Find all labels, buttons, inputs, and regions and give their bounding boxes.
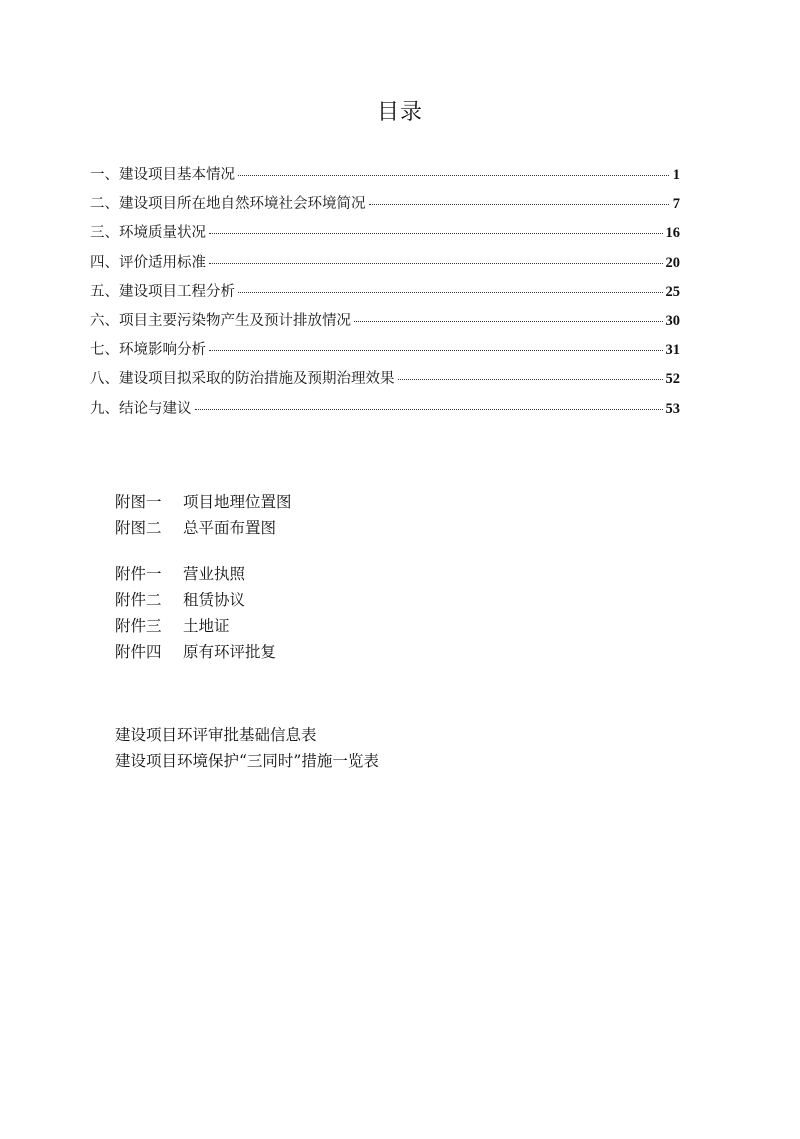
toc-entry-label: 四、评价适用标准 bbox=[90, 254, 206, 271]
figure-item bbox=[115, 515, 292, 541]
toc-dot-leader bbox=[354, 321, 663, 322]
toc-dot-leader bbox=[398, 379, 663, 380]
figure-code: 附图二 bbox=[115, 519, 162, 537]
toc-entry-label: 七、环境影响分析 bbox=[90, 342, 206, 359]
toc-entry-page: 30 bbox=[665, 312, 680, 329]
toc-entry-label: 六、项目主要污染物产生及预计排放情况 bbox=[90, 312, 351, 329]
toc-entry-6[interactable] bbox=[90, 309, 680, 338]
toc-entry-4[interactable] bbox=[90, 251, 680, 280]
toc-entry-page: 25 bbox=[665, 283, 680, 300]
toc-entry-label: 二、建设项目所在地自然环境社会环境简况 bbox=[90, 196, 366, 213]
attachment-code: 附件一 bbox=[115, 565, 162, 583]
toc-entry-9[interactable] bbox=[90, 397, 680, 426]
toc-entry-label: 八、建设项目拟采取的防治措施及预期治理效果 bbox=[90, 371, 395, 388]
toc-entry-page: 1 bbox=[672, 167, 680, 183]
toc-entry-page: 31 bbox=[665, 342, 680, 359]
toc-entry-page: 52 bbox=[665, 371, 680, 388]
attachment-code: 附件二 bbox=[115, 591, 162, 609]
toc-entry-3[interactable] bbox=[90, 221, 680, 250]
attachment-code: 附件四 bbox=[115, 643, 162, 661]
toc-dot-leader bbox=[209, 263, 663, 264]
toc-entry-7[interactable] bbox=[90, 338, 680, 367]
toc-entry-label: 五、建设项目工程分析 bbox=[90, 283, 235, 300]
figure-code: 附图一 bbox=[115, 493, 162, 511]
toc-dot-leader bbox=[209, 350, 663, 351]
toc-entry-2[interactable] bbox=[90, 192, 680, 221]
toc-dot-leader bbox=[369, 204, 670, 205]
table-of-contents bbox=[90, 163, 680, 426]
toc-dot-leader bbox=[238, 292, 663, 293]
toc-dot-leader bbox=[209, 233, 663, 234]
table-item: 建设项目环评审批基础信息表 bbox=[115, 726, 317, 744]
figure-name: 项目地理位置图 bbox=[183, 493, 292, 511]
toc-entry-page: 20 bbox=[665, 254, 680, 271]
toc-dot-leader bbox=[238, 175, 669, 176]
toc-entry-page: 7 bbox=[672, 196, 680, 213]
attachment-item bbox=[115, 613, 276, 639]
toc-dot-leader bbox=[195, 409, 663, 410]
figure-name: 总平面布置图 bbox=[183, 519, 277, 537]
toc-entry-5[interactable] bbox=[90, 280, 680, 309]
attachment-item bbox=[115, 587, 276, 613]
toc-entry-label: 一、建设项目基本情况 bbox=[90, 167, 235, 183]
tables-list bbox=[115, 722, 379, 774]
toc-entry-label: 三、环境质量状况 bbox=[90, 225, 206, 242]
attachment-name: 租赁协议 bbox=[183, 591, 246, 609]
figure-item bbox=[115, 489, 292, 515]
attachment-name: 营业执照 bbox=[183, 565, 246, 583]
toc-entry-page: 53 bbox=[665, 400, 680, 417]
attachment-name: 原有环评批复 bbox=[183, 643, 277, 661]
attachment-item bbox=[115, 561, 276, 587]
table-item: 建设项目环境保护“三同时”措施一览表 bbox=[115, 752, 379, 770]
toc-entry-page: 16 bbox=[665, 225, 680, 242]
attachment-name: 土地证 bbox=[183, 617, 230, 635]
attachment-item bbox=[115, 639, 276, 665]
figures-list bbox=[115, 489, 292, 541]
toc-entry-label: 九、结论与建议 bbox=[90, 400, 192, 417]
attachment-code: 附件三 bbox=[115, 617, 162, 635]
page-title: 目录 bbox=[376, 100, 423, 125]
toc-entry-1[interactable] bbox=[90, 163, 680, 192]
attachments-list bbox=[115, 561, 276, 665]
toc-entry-8[interactable] bbox=[90, 367, 680, 396]
